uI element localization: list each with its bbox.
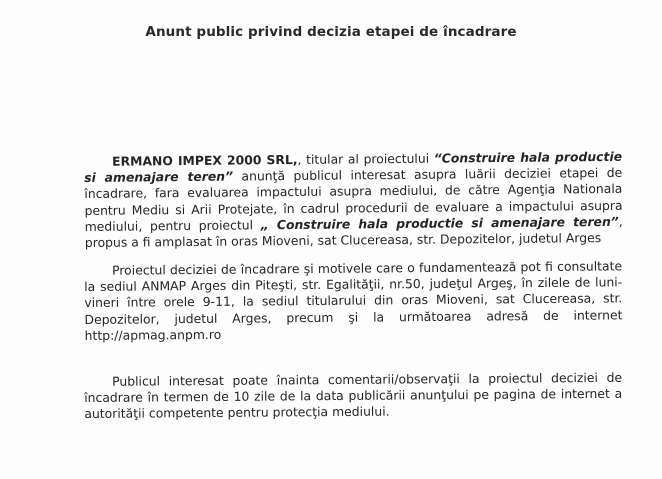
project-name: “Construire hala productie si amenajare teren”	[84, 148, 623, 186]
paragraph-text: , propus a fi amplasat în oras Mioveni, sat Clucereasa, str. Depozitelor, judetul Arges	[84, 213, 623, 251]
paragraph-text: Proiectul deciziei de încadrare şi motivele care o fundamentează pot fi consultate la sediul ANMAP Arges din Piteşti, str. Egalităţii, nr.50, judeţul Argeş, în zilele de luni-vineri între orele 9-11, la sediul titularului din oras Mioveni, sat Clucereasa, str. Depozitelor, judetul Arges, precum şi la următoarea adresă de internet http://apmag.anpm.ro	[84, 258, 623, 343]
project-name-repeat: „ Construire hala productie si amenajare teren”	[260, 213, 619, 233]
paragraph-announcement	[84, 149, 623, 251]
company-name: ERMANO IMPEX 2000 SRL,	[111, 151, 298, 169]
paragraph-text: Publicul interesat poate înainta comentarii/observaţii la proiectul deciziei de încadrare în termen de 10 zile de la data publicării anunţului pe pagina de internet a autorităţii competente pentru protecţia mediului.	[84, 369, 623, 422]
paragraph-comments	[84, 370, 622, 423]
document-title: Anunt public privind decizia etapei de încadrare	[145, 24, 517, 40]
paragraph-consultation	[84, 258, 623, 344]
paragraph-text: anunţă publicul interesat asupra luării deciziei etapei de încadrare, fara evaluarea impactului asupra mediului, de către Agenţia Nationala pentru Mediu si Arii Protejate, în cadrul procedurii de evaluare a impactului asupra mediului, pentru proiectul	[84, 165, 623, 234]
paragraph-text: , titular al proiectului	[297, 150, 434, 167]
